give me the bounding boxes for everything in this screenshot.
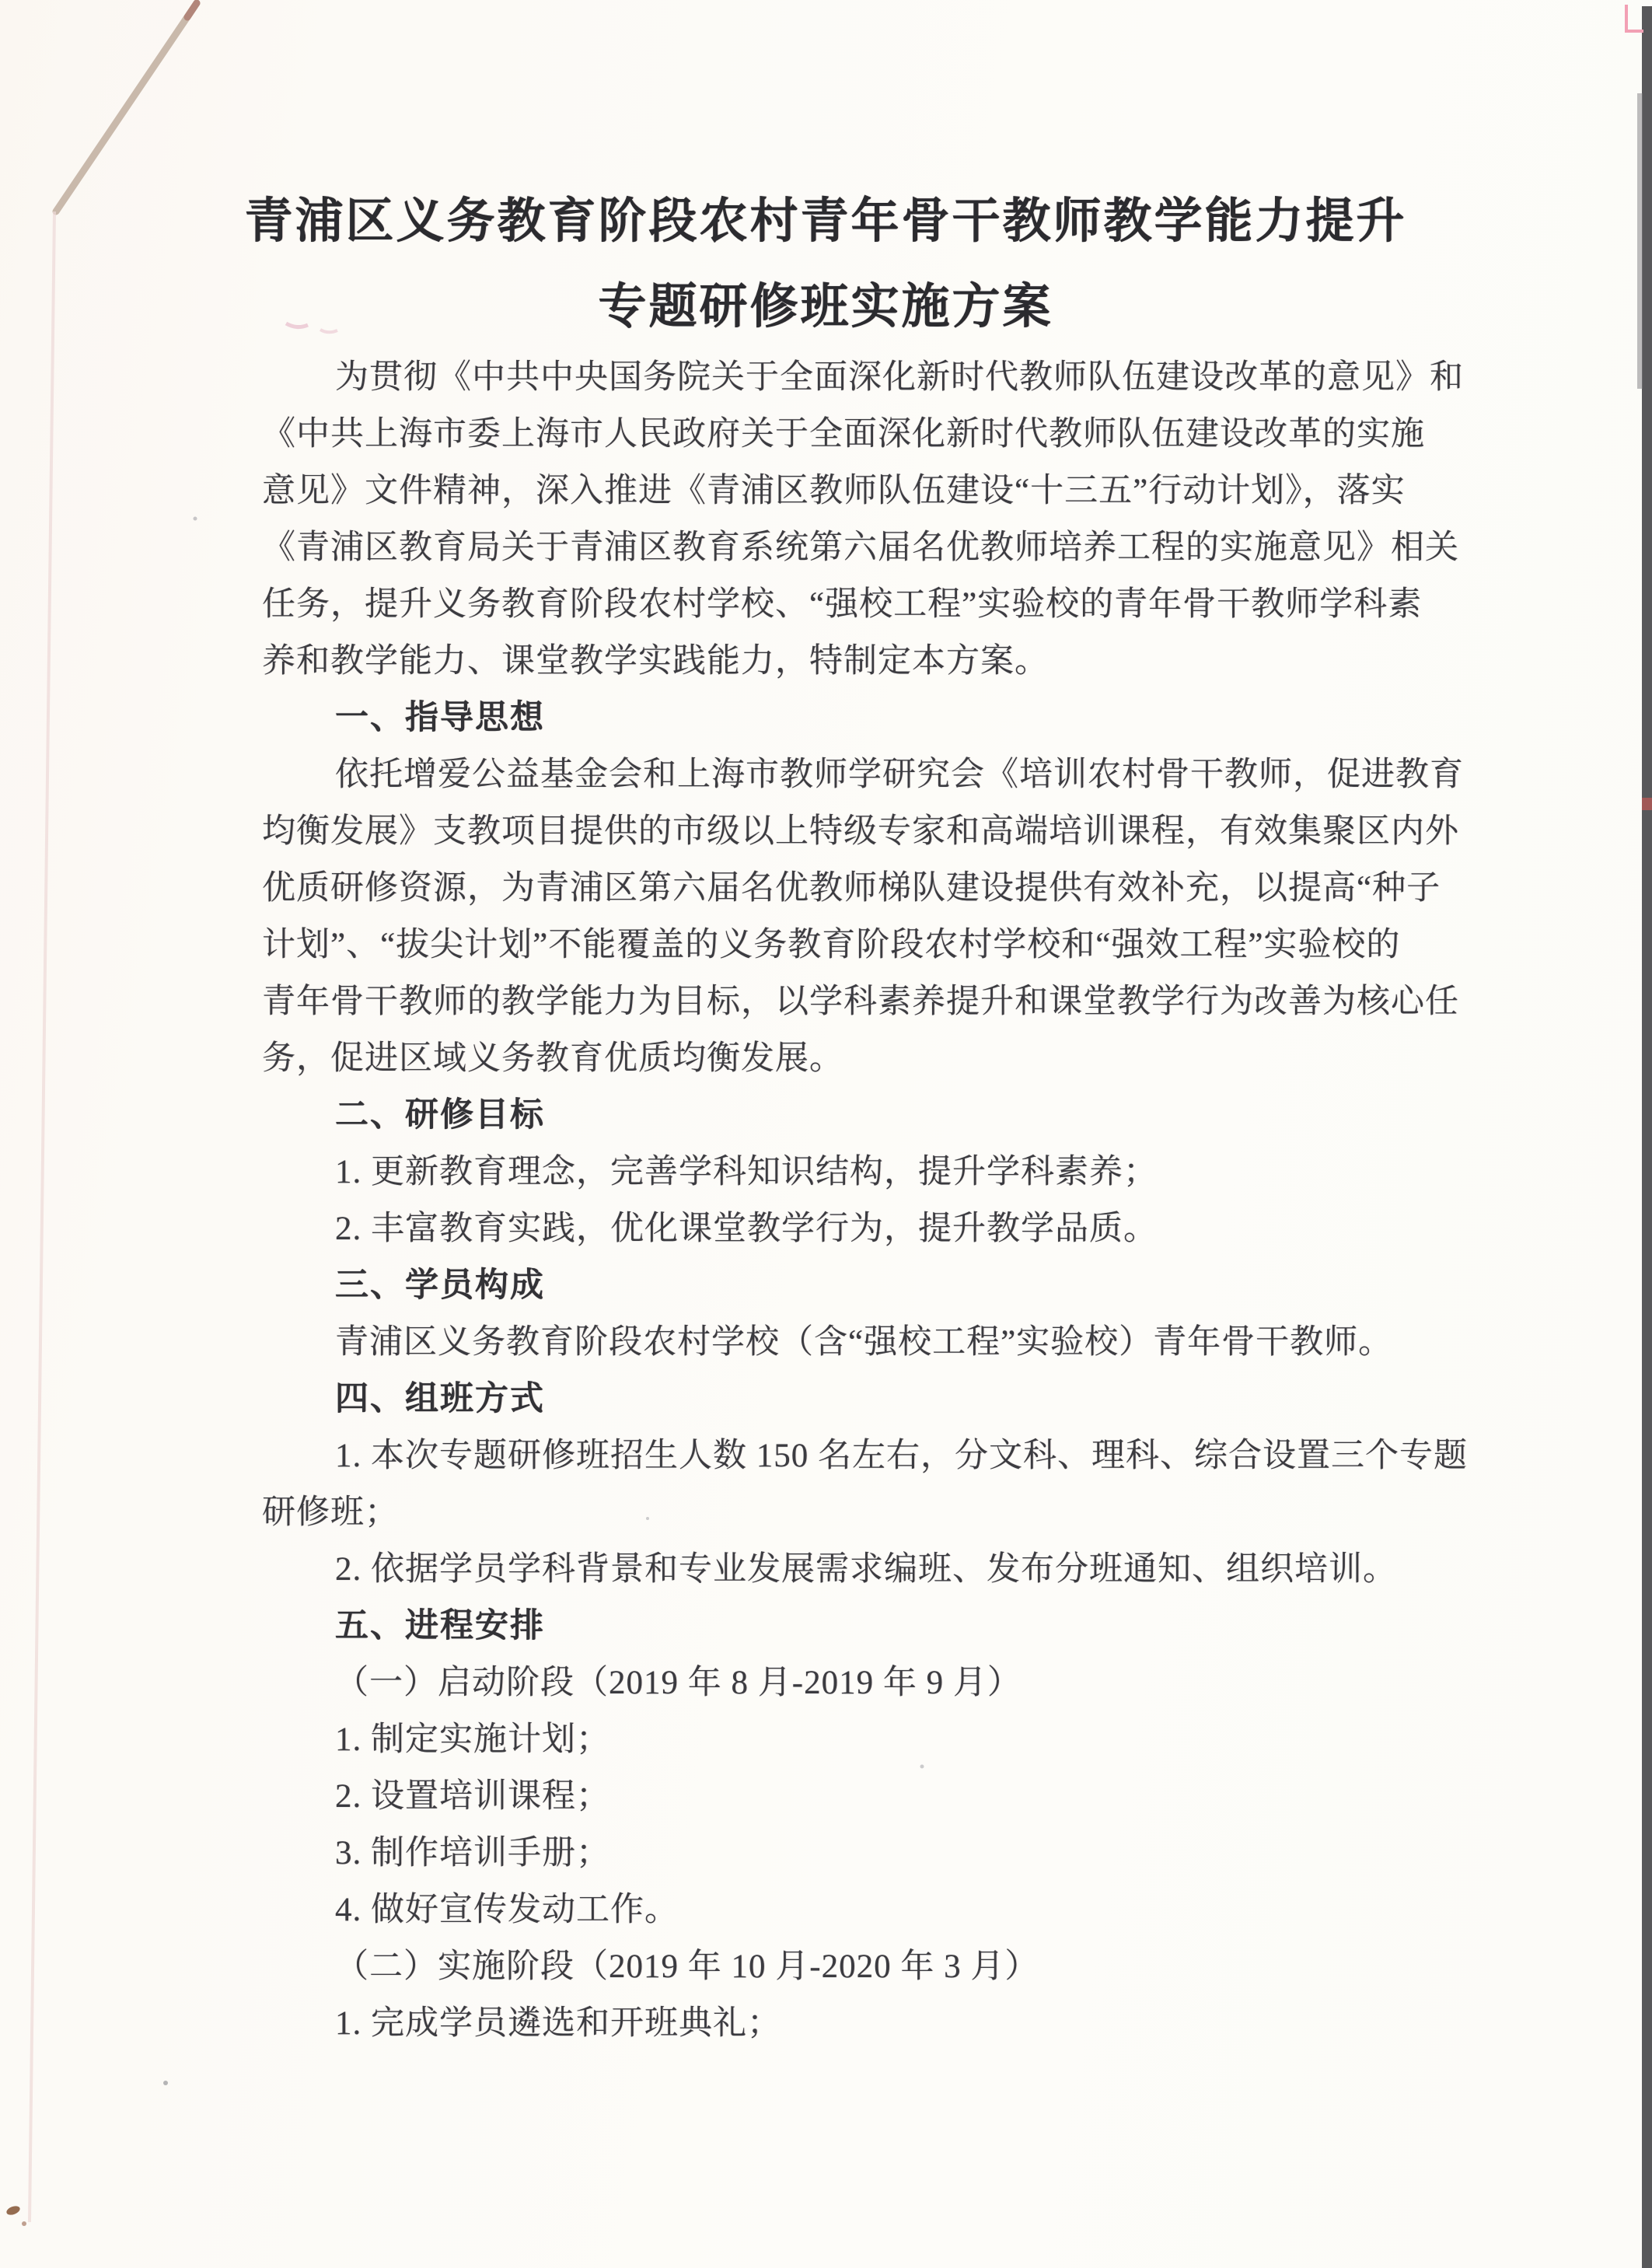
section-heading: 三、学员构成 <box>335 1267 545 1304</box>
document-body <box>262 349 1468 2052</box>
text-line: 为贯彻《中共中央国务院关于全面深化新时代教师队伍建设改革的意见》和 <box>335 359 1464 396</box>
text-line: 1. 制定实施计划； <box>335 1721 610 1758</box>
text-line: 1. 更新教育理念，完善学科知识结构，提升学科素养； <box>335 1154 1158 1190</box>
document-title-line-2: 专题研修班实施方案 <box>598 280 1053 334</box>
section-heading: 二、研修目标 <box>335 1096 545 1134</box>
text-line: 青浦区义务教育阶段农村学校（含“强校工程”实验校）青年骨干教师。 <box>335 1324 1393 1361</box>
text-line: 任务，提升义务教育阶段农村学校、“强校工程”实验校的青年骨干教师学科素 <box>262 586 1423 623</box>
text-line: 4. 做好宣传发动工作。 <box>335 1892 679 1928</box>
text-line: 《中共上海市委上海市人民政府关于全面深化新时代教师队伍建设改革的实施 <box>262 416 1425 453</box>
fold-crease-tip <box>187 3 197 17</box>
text-line: 2. 丰富教育实践，优化课堂教学行为，提升教学品质。 <box>335 1211 1158 1247</box>
text-line: 均衡发展》支教项目提供的市级以上特级专家和高端培训课程，有效集聚区内外 <box>262 813 1459 850</box>
text-line: 青年骨干教师的教学能力为目标，以学科素养提升和课堂教学行为改善为核心任 <box>262 984 1459 1020</box>
text-line: 研修班； <box>262 1494 399 1531</box>
paper-speck <box>5 2204 21 2217</box>
text-line: （一）启动阶段（2019 年 8 月-2019 年 9 月） <box>335 1665 1022 1701</box>
document-title <box>243 179 1409 350</box>
document-title-line-1: 青浦区义务教育阶段农村青年骨干教师教学能力提升 <box>244 194 1407 248</box>
text-line: 计划”、“拔尖计划”不能覆盖的义务教育阶段农村学校和“强效工程”实验校的 <box>262 927 1401 963</box>
scan-edge-shadow <box>1642 6 1652 2268</box>
paper-speck <box>194 517 197 521</box>
text-line: 意见》文件精神，深入推进《青浦区教师队伍建设“十三五”行动计划》，落实 <box>262 473 1406 509</box>
text-line: 2. 设置培训课程； <box>335 1778 610 1815</box>
text-line: 养和教学能力、课堂教学实践能力，特制定本方案。 <box>262 643 1049 680</box>
text-line: （二）实施阶段（2019 年 10 月-2020 年 3 月） <box>335 1948 1039 1985</box>
text-line: 优质研修资源，为青浦区第六届名优教师梯队建设提供有效补充，以提高“种子 <box>262 870 1441 907</box>
section-heading: 一、指导思想 <box>335 699 545 736</box>
scan-edge-shadow-smudge <box>1637 93 1643 389</box>
paper-speck <box>22 2221 26 2226</box>
text-line: 务，促进区域义务教育优质均衡发展。 <box>262 1040 843 1077</box>
text-line: 依托增爱公益基金会和上海市教师学研究会《培训农村骨干教师，促进教育 <box>335 757 1464 793</box>
scan-edge-red-mark <box>1642 798 1652 810</box>
text-line: 《青浦区教育局关于青浦区教育系统第六届名优教师培养工程的实施意见》相关 <box>262 529 1459 566</box>
text-line: 1. 本次专题研修班招生人数 150 名左右，分文科、理科、综合设置三个专题 <box>335 1438 1468 1474</box>
fold-crease-vertical <box>30 211 54 2222</box>
text-line: 2. 依据学员学科背景和专业发展需求编班、发布分班通知、组织培训。 <box>335 1551 1397 1588</box>
text-line: 3. 制作培训手册； <box>335 1835 610 1871</box>
paper-speck <box>163 2081 168 2085</box>
fold-crease-diagonal <box>56 3 197 211</box>
text-line: 1. 完成学员遴选和开班典礼； <box>335 2005 781 2042</box>
section-heading: 五、进程安排 <box>335 1607 545 1644</box>
pink-corner-mark <box>1626 5 1643 31</box>
section-heading: 四、组班方式 <box>335 1380 545 1417</box>
